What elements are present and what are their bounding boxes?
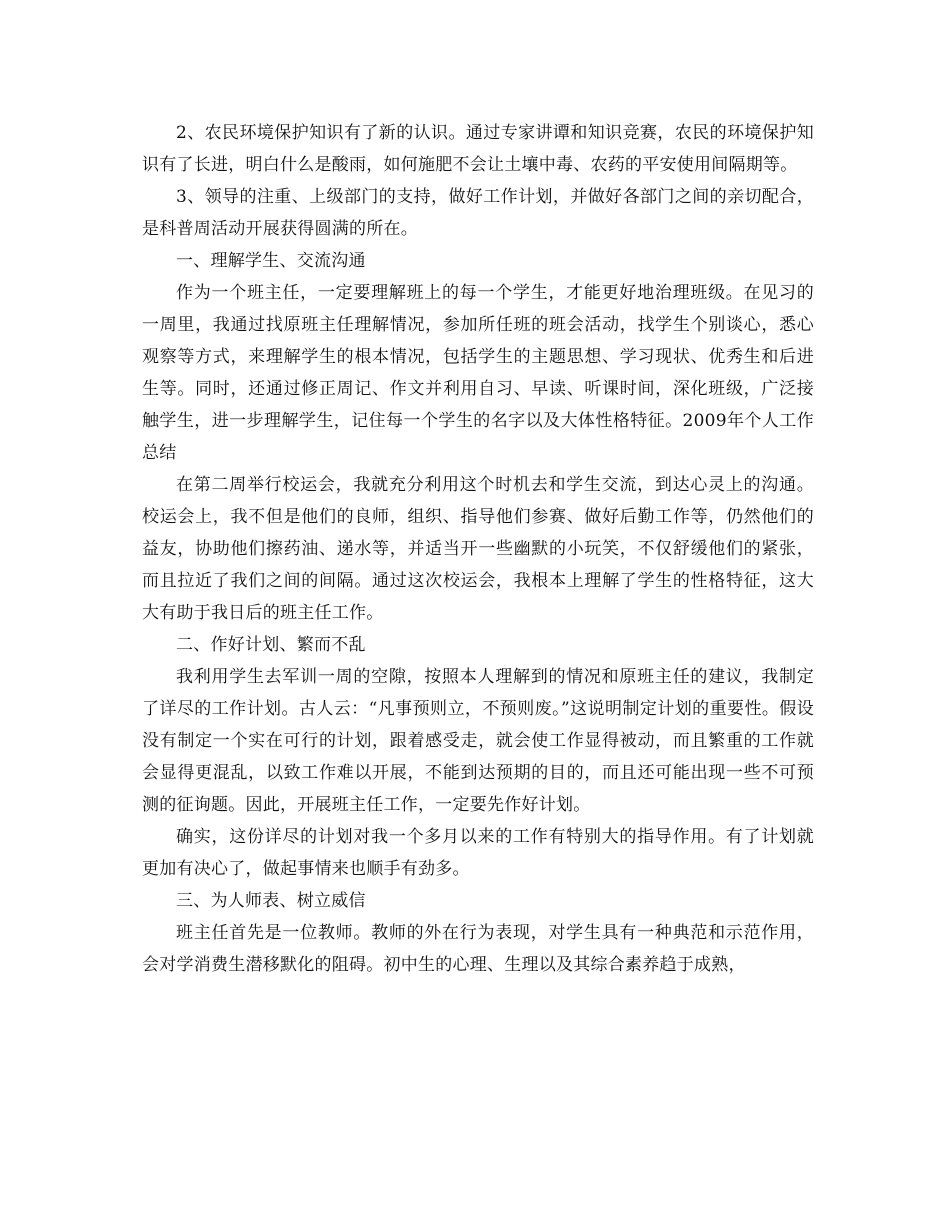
paragraph-teacher-role: 班主任首先是一位教师。教师的外在行为表现，对学生具有一种典范和示范作用，会对学消费生潜移默化的阻碍。初中生的心理、生理以及其综合素养趋于成熟，: [142, 923, 814, 975]
paragraph-work-plan: 我利用学生去军训一周的空隙，按照本人理解到的情况和原班主任的建议，我制定了详尽的工作计划。古人云：“凡事预则立，不预则废。”这说明制定计划的重要性。假设没有制定一个实在可行的计划，跟着感受走，就会使工作显得被动，而且繁重的工作就会显得更混乱，以致工作难以开展，不能到达预期的目的，而且还可能出现一些不可预测的征询题。因此，开展班主任工作，一定要先作好计划。: [142, 667, 814, 815]
paragraph-understand-students: 作为一个班主任，一定要理解班上的每一个学生，才能更好地治理班级。在见习的一周里，我通过找原班主任理解情况，参加所任班的班会活动，找学生个别谈心，悉心观察等方式，来理解学生的根本情况，包括学生的主题思想、学习现状、优秀生和后进生等。同时，还通过修正周记、作文并利用自习、早读、听课时间，深化班级，广泛接触学生，进一步理解学生，记住每一个学生的名字以及大体性格特征。2009年个人工作总结: [142, 283, 814, 463]
section-heading-1: 一、理解学生、交流沟通: [176, 251, 366, 271]
section-heading-3: 三、为人师表、树立威信: [176, 891, 366, 911]
paragraph-plan-effect: 确实，这份详尽的计划对我一个多月以来的工作有特别大的指导作用。有了计划就更加有决心了，做起事情来也顺手有劲多。: [142, 827, 814, 879]
paragraph-env-knowledge: 2、农民环境保护知识有了新的认识。通过专家讲谭和知识竞赛，农民的环境保护知识有了长进，明白什么是酸雨，如何施肥不会让土壤中毒、农药的平安使用间隔期等。: [142, 123, 814, 175]
paragraph-leadership-support: 3、领导的注重、上级部门的支持，做好工作计划，并做好各部门之间的亲切配合，是科普周活动开展获得圆满的所在。: [142, 187, 814, 239]
section-heading-2: 二、作好计划、繁而不乱: [176, 635, 366, 655]
document-body: [142, 117, 814, 981]
paragraph-sports-meet: 在第二周举行校运会，我就充分利用这个时机去和学生交流，到达心灵上的沟通。校运会上，我不但是他们的良师，组织、指导他们参赛、做好后勤工作等，仍然他们的益友，协助他们擦药油、递水等，并适当开一些幽默的小玩笑，不仅舒缓他们的紧张，而且拉近了我们之间的间隔。通过这次校运会，我根本上理解了学生的性格特征，这大大有助于我日后的班主任工作。: [142, 475, 814, 623]
